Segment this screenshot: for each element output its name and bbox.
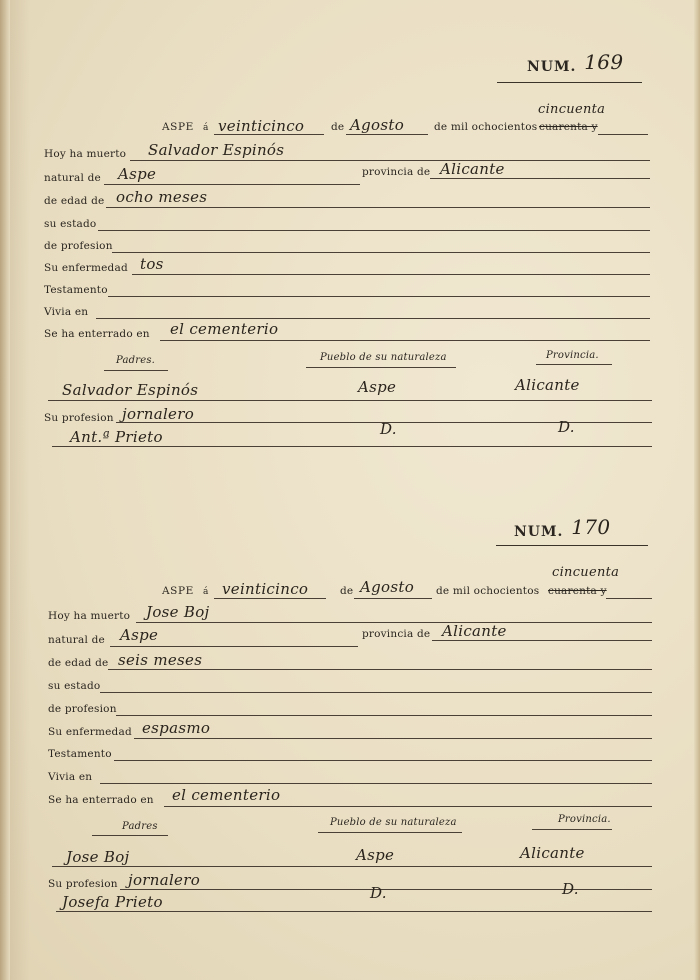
vivia-line [100,783,652,784]
edad-label: de edad de [48,657,109,669]
estado-line [98,230,650,231]
provincia-header-rule [536,364,612,365]
enterrado-line [160,340,650,341]
day-line [214,134,324,135]
num-underline [496,545,648,546]
edad-value: ocho meses [116,188,208,206]
day-line [214,598,326,599]
estado-label: su estado [48,680,101,692]
num-value: 170 [571,515,611,539]
mother-name: Ant.ª Prieto [70,428,163,446]
padres-header: Padres [122,821,158,832]
testamento-line [108,296,650,297]
pueblo-header: Pueblo de su naturaleza [330,817,457,828]
vivia-label: Vivia en [48,771,93,783]
enfermedad-line [134,738,652,739]
enterrado-line [164,806,652,807]
provincia-line [430,178,650,179]
month-line [354,598,432,599]
su-profesion-label: Su profesion [48,878,118,890]
pueblo-header-rule [318,832,462,833]
natural-line [104,184,360,185]
padres-header: Padres. [116,355,156,366]
edad-line [106,207,650,208]
hoy-label: Hoy ha muerto [44,148,127,160]
estado-line [100,692,652,693]
padres-header-rule [104,370,168,371]
natural-label: natural de [48,634,105,646]
provincia-header: Provincia. [546,350,599,361]
vivia-line [96,318,650,319]
page-binding-edge [0,0,10,980]
mother-line [52,446,652,447]
town-label: ASPE [162,121,194,133]
day-value: veinticinco [222,580,309,598]
decade-written: cincuenta [538,102,606,117]
record-number [527,50,624,76]
num-label: NUM. [514,524,564,540]
month-value: Agosto [350,116,405,134]
natural-value: Aspe [120,626,159,644]
profesion-label: de profesion [44,240,113,252]
father-profesion: jornalero [122,405,195,423]
enterrado-value: el cementerio [170,320,279,338]
pueblo-header-rule [306,367,456,368]
mother-pueblo: D. [370,884,387,902]
enterrado-label: Se ha enterrado en [44,328,150,340]
edad-line [108,669,652,670]
month-line [346,134,428,135]
natural-label: natural de [44,172,101,184]
enfermedad-value: espasmo [142,719,211,737]
de-label: de [331,121,345,133]
enterrado-value: el cementerio [172,786,281,804]
father-pueblo: Aspe [356,846,395,864]
provincia-label: provincia de [362,628,431,640]
num-underline [497,82,642,83]
a-label: á [203,587,209,597]
edad-label: de edad de [44,195,105,207]
year-line [606,598,652,599]
year-line [598,134,648,135]
father-name: Jose Boj [66,848,130,866]
enfermedad-line [132,274,650,275]
hoy-label: Hoy ha muerto [48,610,131,622]
hoy-line [136,622,652,623]
father-profesion: jornalero [128,871,201,889]
decade-printed: cuarenta y [548,585,607,597]
pueblo-header: Pueblo de su naturaleza [320,352,447,363]
padres-header-rule [92,835,168,836]
testamento-line [114,760,652,761]
father-name: Salvador Espinós [62,381,199,399]
day-value: veinticinco [218,117,305,135]
father-line [52,866,652,867]
father-line [48,400,652,401]
month-value: Agosto [360,578,415,596]
provincia-value: Alicante [442,622,507,640]
num-label: NUM. [527,59,577,75]
natural-value: Aspe [118,165,157,183]
decade-printed: cuarenta y [539,121,598,133]
decade-written: cincuenta [552,565,620,580]
mother-provincia: D. [562,880,579,898]
de-label: de [340,585,354,597]
father-provincia: Alicante [515,376,580,394]
provincia-value: Alicante [440,160,505,178]
a-label: á [203,123,209,133]
de-mil-label: de mil ochocientos [436,585,540,597]
record-number [514,515,611,541]
enfermedad-label: Su enfermedad [44,262,128,274]
num-value: 169 [584,50,624,74]
provincia-line [432,640,652,641]
deceased-name: Jose Boj [146,603,210,621]
enfermedad-value: tos [140,255,164,273]
town-label: ASPE [162,585,194,597]
profesion-label: de profesion [48,703,117,715]
su-profesion-label: Su profesion [44,412,114,424]
provincia-label: provincia de [362,166,431,178]
mother-name: Josefa Prieto [62,893,163,911]
provincia-header: Provincia. [558,814,611,825]
hoy-line [130,160,650,161]
enfermedad-label: Su enfermedad [48,726,132,738]
natural-line [110,646,358,647]
mother-pueblo: D. [380,420,397,438]
edad-value: seis meses [118,651,203,669]
deceased-name: Salvador Espinós [148,141,285,159]
page-right-edge [694,0,700,980]
profesion-line [116,715,652,716]
father-pueblo: Aspe [358,378,397,396]
mother-line [56,911,652,912]
testamento-label: Testamento [44,284,108,296]
mother-provincia: D. [558,418,575,436]
enterrado-label: Se ha enterrado en [48,794,154,806]
provincia-header-rule [532,829,612,830]
vivia-label: Vivia en [44,306,89,318]
testamento-label: Testamento [48,748,112,760]
father-provincia: Alicante [520,844,585,862]
profesion-line [112,252,650,253]
de-mil-label: de mil ochocientos [434,121,538,133]
estado-label: su estado [44,218,97,230]
